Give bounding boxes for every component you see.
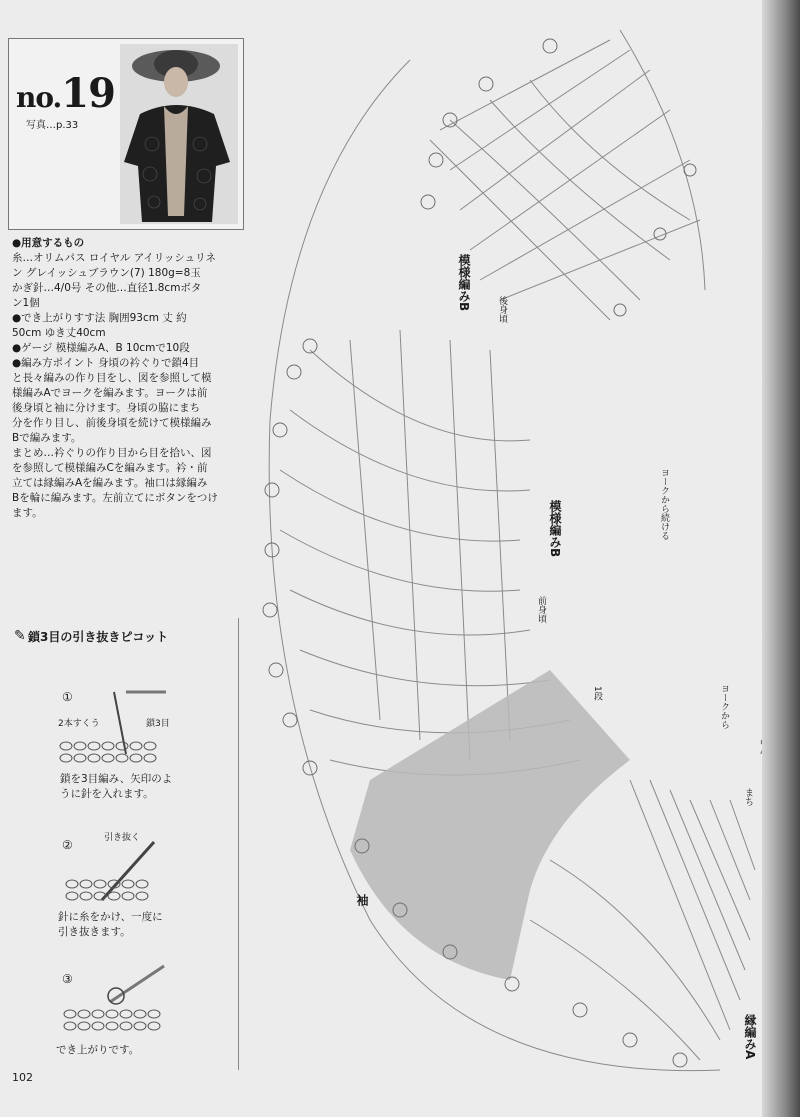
materials-title: ●用意するもの <box>12 237 85 249</box>
crochet-chart <box>250 20 780 1100</box>
points-line: 後身頃と袖に分けます。身頃の脇にまち <box>12 402 201 414</box>
crochet-hook-icon: ✎ <box>14 628 26 644</box>
points-line: 立ては縁編みAを編みます。袖口は縁編み <box>12 477 208 489</box>
step-caption: でき上がりです。 <box>56 1044 140 1056</box>
step2-illustration <box>62 840 172 906</box>
front-label: 前身頃 <box>536 596 546 623</box>
points-line: と長々編みの作り目をし、図を参照して模 <box>12 372 212 384</box>
yoke-from-label: ヨークから <box>719 684 729 729</box>
materials-line: 糸…オリムパス ロイヤル アイリッシュリネ <box>12 252 216 264</box>
front-pattern-label: 模様編みB <box>548 500 562 558</box>
row-label: 1段 <box>592 686 602 701</box>
points-line: を参照して模様編みCを編みます。衿・前 <box>12 462 208 474</box>
gauge-line: ●ゲージ 模様編みA、B 10cmで10段 <box>12 342 190 354</box>
step-caption: 引き抜きます。 <box>58 926 131 938</box>
materials-line: ン1個 <box>12 297 40 309</box>
book-gutter <box>762 0 800 1117</box>
size-line: 50cm ゆき丈40cm <box>12 327 106 339</box>
step-caption: 針に糸をかけ、一度に <box>58 911 163 923</box>
back-label: 後身頃 <box>497 296 507 323</box>
back-pattern-label: 模様編みB <box>457 254 471 312</box>
points-line: Bを輪に編みます。左前立てにボタンをつけ <box>12 492 218 504</box>
materials-line: かぎ針…4/0号 その他…直径1.8cmボタ <box>12 282 202 294</box>
step-number: ① <box>62 690 73 704</box>
page-number: 102 <box>12 1071 33 1084</box>
points-line: Bで編みます。 <box>12 432 82 444</box>
sleeve-label: 袖 <box>355 894 369 906</box>
pattern-number: no.19 <box>16 70 115 117</box>
gusset-label: まち <box>743 788 753 806</box>
step-caption: うに針を入れます。 <box>60 788 154 800</box>
points-line: まとめ…衿ぐりの作り目から目を拾い、図 <box>12 447 212 459</box>
step-number: ② <box>62 838 73 852</box>
step-number: ③ <box>62 972 73 986</box>
picot-title: 鎖3目の引き抜きピコット <box>28 630 169 644</box>
step-label: 鎖3目 <box>146 719 170 729</box>
edge-pattern-label: 縁編みA <box>743 1014 757 1060</box>
size-line: ●でき上がりすす法 胸囲93cm 丈 約 <box>12 312 187 324</box>
step1-illustration <box>56 684 176 768</box>
section-divider <box>238 618 239 1070</box>
yoke-continue-label: ヨークから続ける <box>659 468 669 540</box>
materials-line: ン グレイッシュブラウン(7) 180g=8玉 <box>12 267 201 279</box>
step3-illustration <box>60 962 170 1034</box>
points-line: ます。 <box>12 507 43 519</box>
points-line: 様編みAでヨークを編みます。ヨークは前 <box>12 387 208 399</box>
step-caption: 鎖を3目編み、矢印のよ <box>60 773 173 785</box>
model-photo <box>120 44 238 224</box>
step-label: 引き抜く <box>104 833 141 843</box>
photo-reference: 写真…p.33 <box>26 120 79 131</box>
points-line: ●編み方ポイント 身頃の衿ぐりで鎖4目 <box>12 357 200 369</box>
points-line: 分を作り目し、前後身頃を続けて模様編み <box>12 417 212 429</box>
step-label: 2本すくう <box>58 719 100 729</box>
